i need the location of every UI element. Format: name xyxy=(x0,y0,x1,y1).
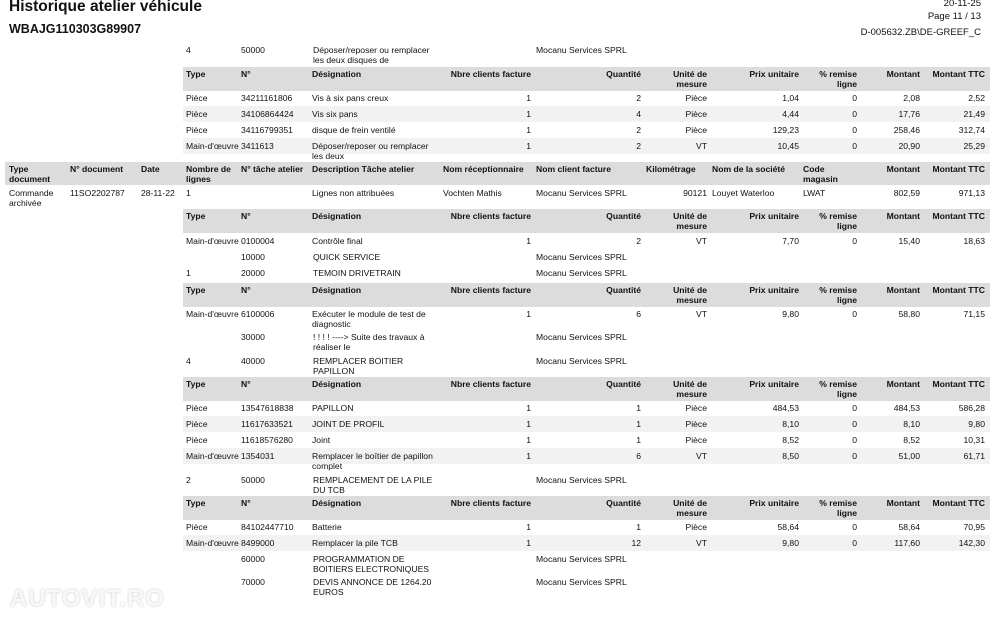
line-ttc-cell: 586,28 xyxy=(958,403,985,413)
line-header-band xyxy=(183,283,990,307)
line-ttc-cell: 71,15 xyxy=(963,309,985,319)
line-mt-cell: 17,76 xyxy=(898,109,920,119)
line-mt-cell: 2,08 xyxy=(903,93,920,103)
line-ttc-cell: 2,52 xyxy=(968,93,985,103)
line-rem-cell: 0 xyxy=(852,125,857,135)
line-ttc-cell: 61,71 xyxy=(963,451,985,461)
column-header-designation: Désignation xyxy=(312,379,362,389)
column-header-unite: Unité de mesure xyxy=(673,285,707,305)
column-header-nbre_clients: Nbre clients facture xyxy=(450,498,531,508)
column-header-type: Type xyxy=(186,285,206,295)
row-stripe xyxy=(183,106,990,122)
line-type-cell: Pièce xyxy=(186,93,208,103)
doc-amount-ttc: 971,13 xyxy=(958,188,985,198)
column-header-no: N° xyxy=(241,498,251,508)
column-header-remise: % remise ligne xyxy=(819,379,857,399)
line-mt-cell: 258,46 xyxy=(893,125,920,135)
doc-header-societe: Nom de la société xyxy=(712,164,786,174)
column-header-montant: Montant xyxy=(886,379,920,389)
line-rem-cell: 0 xyxy=(852,451,857,461)
line-type-cell: Main-d'œuvre xyxy=(186,236,239,246)
doc-header-receptionnaire: Nom réceptionnaire xyxy=(443,164,524,174)
column-header-quantite: Quantité xyxy=(606,379,641,389)
line-type-cell: Pièce xyxy=(186,403,208,413)
line-nb-cell: 1 xyxy=(526,419,531,429)
line-mt-cell: 58,64 xyxy=(898,522,920,532)
column-header-remise: % remise ligne xyxy=(819,498,857,518)
line-type-cell: Main-d'œuvre xyxy=(186,538,239,548)
doc-header-code-magasin: Code magasin xyxy=(803,164,838,184)
line-mt-cell: 117,60 xyxy=(894,538,920,548)
line-rem-cell: 0 xyxy=(852,419,857,429)
column-header-nbre_clients: Nbre clients facture xyxy=(450,69,531,79)
doc-header-no-tache: N° tâche atelier xyxy=(241,164,304,174)
line-rem-cell: 0 xyxy=(852,522,857,532)
doc-lines-count: 1 xyxy=(186,188,191,198)
doc-header-date: Date xyxy=(141,164,160,174)
column-header-prix_unitaire: Prix unitaire xyxy=(749,285,799,295)
line-unit-cell: VT xyxy=(696,451,707,461)
line-pu-cell: 8,10 xyxy=(782,419,799,429)
line-pu-cell: 10,45 xyxy=(777,141,799,151)
task-client-name: Mocanu Services SPRL xyxy=(536,577,627,587)
doc-store-code: LWAT xyxy=(803,188,826,198)
row-stripe xyxy=(183,448,990,464)
line-nb-cell: 1 xyxy=(526,451,531,461)
column-header-nbre_clients: Nbre clients facture xyxy=(450,379,531,389)
line-nb-cell: 1 xyxy=(526,522,531,532)
line-pu-cell: 484,53 xyxy=(772,403,799,413)
task-lines-count: 4 xyxy=(186,356,191,366)
line-nb-cell: 1 xyxy=(526,236,531,246)
line-qty-cell: 1 xyxy=(636,435,641,445)
line-qty-cell: 1 xyxy=(636,403,641,413)
column-header-prix_unitaire: Prix unitaire xyxy=(749,379,799,389)
line-pu-cell: 58,64 xyxy=(777,522,799,532)
row-stripe xyxy=(183,138,990,154)
line-qty-cell: 12 xyxy=(631,538,641,548)
line-no-cell: 34211161806 xyxy=(241,93,293,103)
line-pu-cell: 7,70 xyxy=(782,236,799,246)
line-qty-cell: 1 xyxy=(636,522,641,532)
page-number: Page 11 / 13 xyxy=(927,11,981,22)
line-nb-cell: 1 xyxy=(526,109,531,119)
line-des-cell: JOINT DE PROFIL xyxy=(312,419,385,429)
line-no-cell: 34116799351 xyxy=(241,125,293,135)
line-header-band xyxy=(183,67,990,91)
task-description: TEMOIN DRIVETRAIN xyxy=(313,268,401,278)
line-rem-cell: 0 xyxy=(852,403,857,413)
watermark-logo: AUTOVIT.RO xyxy=(10,585,165,612)
doc-header-description-tache: Description Tâche atelier xyxy=(312,164,415,174)
line-unit-cell: Pièce xyxy=(685,403,707,413)
line-nb-cell: 1 xyxy=(526,93,531,103)
doc-header-nombre-lignes: Nombre de lignes xyxy=(186,164,231,184)
line-unit-cell: Pièce xyxy=(685,109,707,119)
line-unit-cell: Pièce xyxy=(685,125,707,135)
line-no-cell: 11618576280 xyxy=(241,435,293,445)
line-qty-cell: 6 xyxy=(636,309,641,319)
line-type-cell: Pièce xyxy=(186,435,208,445)
line-qty-cell: 2 xyxy=(636,93,641,103)
line-ttc-cell: 142,30 xyxy=(958,538,985,548)
task-client-name: Mocanu Services SPRL xyxy=(536,268,627,278)
line-rem-cell: 0 xyxy=(852,109,857,119)
column-header-quantite: Quantité xyxy=(606,498,641,508)
column-header-montant_ttc: Montant TTC xyxy=(932,211,985,221)
line-no-cell: 0100004 xyxy=(241,236,275,246)
column-header-montant: Montant xyxy=(886,498,920,508)
line-qty-cell: 2 xyxy=(636,236,641,246)
task-lines-count: 4 xyxy=(186,45,191,55)
task-lines-count: 2 xyxy=(186,475,191,485)
doc-number: 11SO2202787 xyxy=(70,188,125,198)
line-nb-cell: 1 xyxy=(526,435,531,445)
task-number: 40000 xyxy=(241,356,265,366)
line-nb-cell: 1 xyxy=(526,309,531,319)
task-client-name: Mocanu Services SPRL xyxy=(536,332,627,342)
column-header-designation: Désignation xyxy=(312,69,362,79)
column-header-designation: Désignation xyxy=(312,498,362,508)
line-qty-cell: 4 xyxy=(636,109,641,119)
column-header-designation: Désignation xyxy=(312,285,362,295)
line-ttc-cell: 18,63 xyxy=(963,236,985,246)
column-header-prix_unitaire: Prix unitaire xyxy=(749,211,799,221)
line-no-cell: 11617633521 xyxy=(241,419,293,429)
line-ttc-cell: 10,31 xyxy=(963,435,985,445)
column-header-unite: Unité de mesure xyxy=(673,69,707,89)
line-des-cell: Batterie xyxy=(312,522,342,532)
line-header-band xyxy=(183,496,990,520)
column-header-montant_ttc: Montant TTC xyxy=(932,379,985,389)
line-nb-cell: 1 xyxy=(526,538,531,548)
line-type-cell: Pièce xyxy=(186,522,208,532)
task-client-name: Mocanu Services SPRL xyxy=(536,356,627,366)
line-rem-cell: 0 xyxy=(852,435,857,445)
line-mt-cell: 484,53 xyxy=(893,403,920,413)
line-des-cell: Déposer/reposer ou remplacer les deux xyxy=(312,141,429,161)
line-no-cell: 3411613 xyxy=(241,141,274,151)
column-header-no: N° xyxy=(241,379,251,389)
task-number: 70000 xyxy=(241,577,265,587)
task-number: 30000 xyxy=(241,332,265,342)
column-header-quantite: Quantité xyxy=(606,69,641,79)
column-header-type: Type xyxy=(186,379,206,389)
line-pu-cell: 9,80 xyxy=(782,309,799,319)
line-nb-cell: 1 xyxy=(526,141,531,151)
column-header-remise: % remise ligne xyxy=(819,69,857,89)
line-type-cell: Main-d'œuvre xyxy=(186,309,239,319)
task-description: DEVIS ANNONCE DE 1264.20 EUROS xyxy=(313,577,432,597)
task-description: QUICK SERVICE xyxy=(313,252,381,262)
column-header-montant_ttc: Montant TTC xyxy=(932,285,985,295)
task-number: 50000 xyxy=(241,475,265,485)
line-no-cell: 84102447710 xyxy=(241,522,294,532)
doc-type: Commande archivée xyxy=(9,188,54,208)
task-description: Déposer/reposer ou remplacer les deux disques de xyxy=(313,45,430,65)
doc-date: 28-11-22 xyxy=(141,188,175,198)
line-type-cell: Main-d'œuvre xyxy=(186,141,239,151)
column-header-quantite: Quantité xyxy=(606,211,641,221)
task-description: ! ! ! ! ----> Suite des travaux à réaliser le xyxy=(313,332,425,352)
line-unit-cell: VT xyxy=(696,141,707,151)
line-des-cell: Contrôle final xyxy=(312,236,363,246)
doc-header-no-document: N° document xyxy=(70,164,124,174)
line-header-band xyxy=(183,377,990,401)
column-header-prix_unitaire: Prix unitaire xyxy=(749,69,799,79)
line-no-cell: 1354031 xyxy=(241,451,275,461)
doc-header-kilometrage: Kilométrage xyxy=(646,164,696,174)
line-ttc-cell: 70,95 xyxy=(963,522,985,532)
task-description: REMPLACER BOITIER PAPILLON xyxy=(313,356,404,376)
line-des-cell: PAPILLON xyxy=(312,403,354,413)
line-pu-cell: 4,44 xyxy=(782,109,799,119)
line-unit-cell: Pièce xyxy=(685,435,707,445)
line-pu-cell: 9,80 xyxy=(782,538,799,548)
line-no-cell: 6100006 xyxy=(241,309,275,319)
doc-header-type-document: Type document xyxy=(9,164,51,184)
line-no-cell: 13547618838 xyxy=(241,403,294,413)
line-rem-cell: 0 xyxy=(852,141,857,151)
line-ttc-cell: 9,80 xyxy=(968,419,985,429)
task-number: 20000 xyxy=(241,268,265,278)
doc-task-description: Lignes non attribuées xyxy=(312,188,395,198)
task-description: PROGRAMMATION DE BOITIERS ELECTRONIQUES xyxy=(313,554,430,574)
column-header-no: N° xyxy=(241,285,251,295)
column-header-quantite: Quantité xyxy=(606,285,641,295)
column-header-designation: Désignation xyxy=(312,211,362,221)
line-unit-cell: VT xyxy=(696,236,707,246)
print-date: 20-11-25 xyxy=(943,0,981,9)
line-mt-cell: 15,40 xyxy=(898,236,920,246)
doc-amount: 802,59 xyxy=(893,188,920,198)
column-header-prix_unitaire: Prix unitaire xyxy=(749,498,799,508)
task-lines-count: 1 xyxy=(186,268,191,278)
line-type-cell: Pièce xyxy=(186,109,208,119)
column-header-montant: Montant xyxy=(886,211,920,221)
line-rem-cell: 0 xyxy=(852,309,857,319)
doc-client: Mocanu Services SPRL xyxy=(536,188,627,198)
line-qty-cell: 2 xyxy=(636,125,641,135)
row-stripe xyxy=(183,535,990,551)
line-unit-cell: VT xyxy=(696,309,707,319)
column-header-montant: Montant xyxy=(886,285,920,295)
vin-number: WBAJG110303G89907 xyxy=(9,22,142,36)
line-mt-cell: 8,52 xyxy=(903,435,920,445)
line-unit-cell: VT xyxy=(696,538,707,548)
line-mt-cell: 20,90 xyxy=(898,141,920,151)
line-pu-cell: 1,04 xyxy=(782,93,799,103)
doc-company: Louyet Waterloo xyxy=(712,188,775,198)
line-mt-cell: 51,00 xyxy=(898,451,920,461)
column-header-no: N° xyxy=(241,211,251,221)
doc-receptionist: Vochten Mathis xyxy=(443,188,502,198)
line-des-cell: Remplacer la pile TCB xyxy=(312,538,398,548)
doc-header-montant: Montant xyxy=(886,164,920,174)
line-des-cell: Vis à six pans creux xyxy=(312,93,389,103)
line-mt-cell: 58,80 xyxy=(898,309,920,319)
line-qty-cell: 2 xyxy=(636,141,641,151)
line-type-cell: Pièce xyxy=(186,125,208,135)
line-header-band xyxy=(183,209,990,233)
doc-header-montant-ttc: Montant TTC xyxy=(932,164,985,174)
doc-header-client-facture: Nom client facture xyxy=(536,164,611,174)
line-no-cell: 34106864424 xyxy=(241,109,294,119)
column-header-nbre_clients: Nbre clients facture xyxy=(450,211,531,221)
line-des-cell: disque de frein ventilé xyxy=(312,125,396,135)
line-pu-cell: 8,50 xyxy=(782,451,799,461)
column-header-unite: Unité de mesure xyxy=(673,379,707,399)
column-header-type: Type xyxy=(186,211,206,221)
line-unit-cell: Pièce xyxy=(685,93,707,103)
column-header-remise: % remise ligne xyxy=(819,285,857,305)
doc-mileage: 90121 xyxy=(683,188,707,198)
line-nb-cell: 1 xyxy=(526,125,531,135)
page-title: Historique atelier véhicule xyxy=(9,0,202,15)
task-number: 60000 xyxy=(241,554,265,564)
line-ttc-cell: 21,49 xyxy=(963,109,985,119)
column-header-remise: % remise ligne xyxy=(819,211,857,231)
line-nb-cell: 1 xyxy=(526,403,531,413)
line-des-cell: Vis six pans xyxy=(312,109,358,119)
line-qty-cell: 6 xyxy=(636,451,641,461)
line-rem-cell: 0 xyxy=(852,538,857,548)
line-no-cell: 8499000 xyxy=(241,538,275,548)
line-type-cell: Pièce xyxy=(186,419,208,429)
task-number: 50000 xyxy=(241,45,265,55)
task-number: 10000 xyxy=(241,252,265,262)
task-description: REMPLACEMENT DE LA PILE DU TCB xyxy=(313,475,433,495)
line-pu-cell: 129,23 xyxy=(772,125,799,135)
column-header-type: Type xyxy=(186,498,206,508)
row-stripe xyxy=(183,416,990,432)
line-mt-cell: 8,10 xyxy=(903,419,920,429)
task-client-name: Mocanu Services SPRL xyxy=(536,252,627,262)
line-pu-cell: 8,52 xyxy=(782,435,799,445)
line-rem-cell: 0 xyxy=(852,236,857,246)
column-header-montant_ttc: Montant TTC xyxy=(932,498,985,508)
column-header-montant_ttc: Montant TTC xyxy=(932,69,985,79)
column-header-type: Type xyxy=(186,69,206,79)
column-header-no: N° xyxy=(241,69,251,79)
line-rem-cell: 0 xyxy=(852,93,857,103)
line-type-cell: Main-d'œuvre xyxy=(186,451,239,461)
line-unit-cell: Pièce xyxy=(685,419,707,429)
task-client-name: Mocanu Services SPRL xyxy=(536,554,627,564)
line-des-cell: Joint xyxy=(312,435,331,445)
column-header-unite: Unité de mesure xyxy=(673,211,707,231)
line-ttc-cell: 25,29 xyxy=(963,141,985,151)
line-qty-cell: 1 xyxy=(636,419,641,429)
column-header-nbre_clients: Nbre clients facture xyxy=(450,285,531,295)
task-client-name: Mocanu Services SPRL xyxy=(536,475,627,485)
line-des-cell: Remplacer le boîtier de papillon complet xyxy=(312,451,433,471)
line-ttc-cell: 312,74 xyxy=(958,125,985,135)
line-des-cell: Exécuter le module de test de diagnostic xyxy=(312,309,426,329)
line-unit-cell: Pièce xyxy=(685,522,707,532)
document-reference: D-005632.ZB\DE-GREEF_C xyxy=(860,27,981,38)
task-client-name: Mocanu Services SPRL xyxy=(536,45,627,55)
column-header-montant: Montant xyxy=(886,69,920,79)
column-header-unite: Unité de mesure xyxy=(673,498,707,518)
